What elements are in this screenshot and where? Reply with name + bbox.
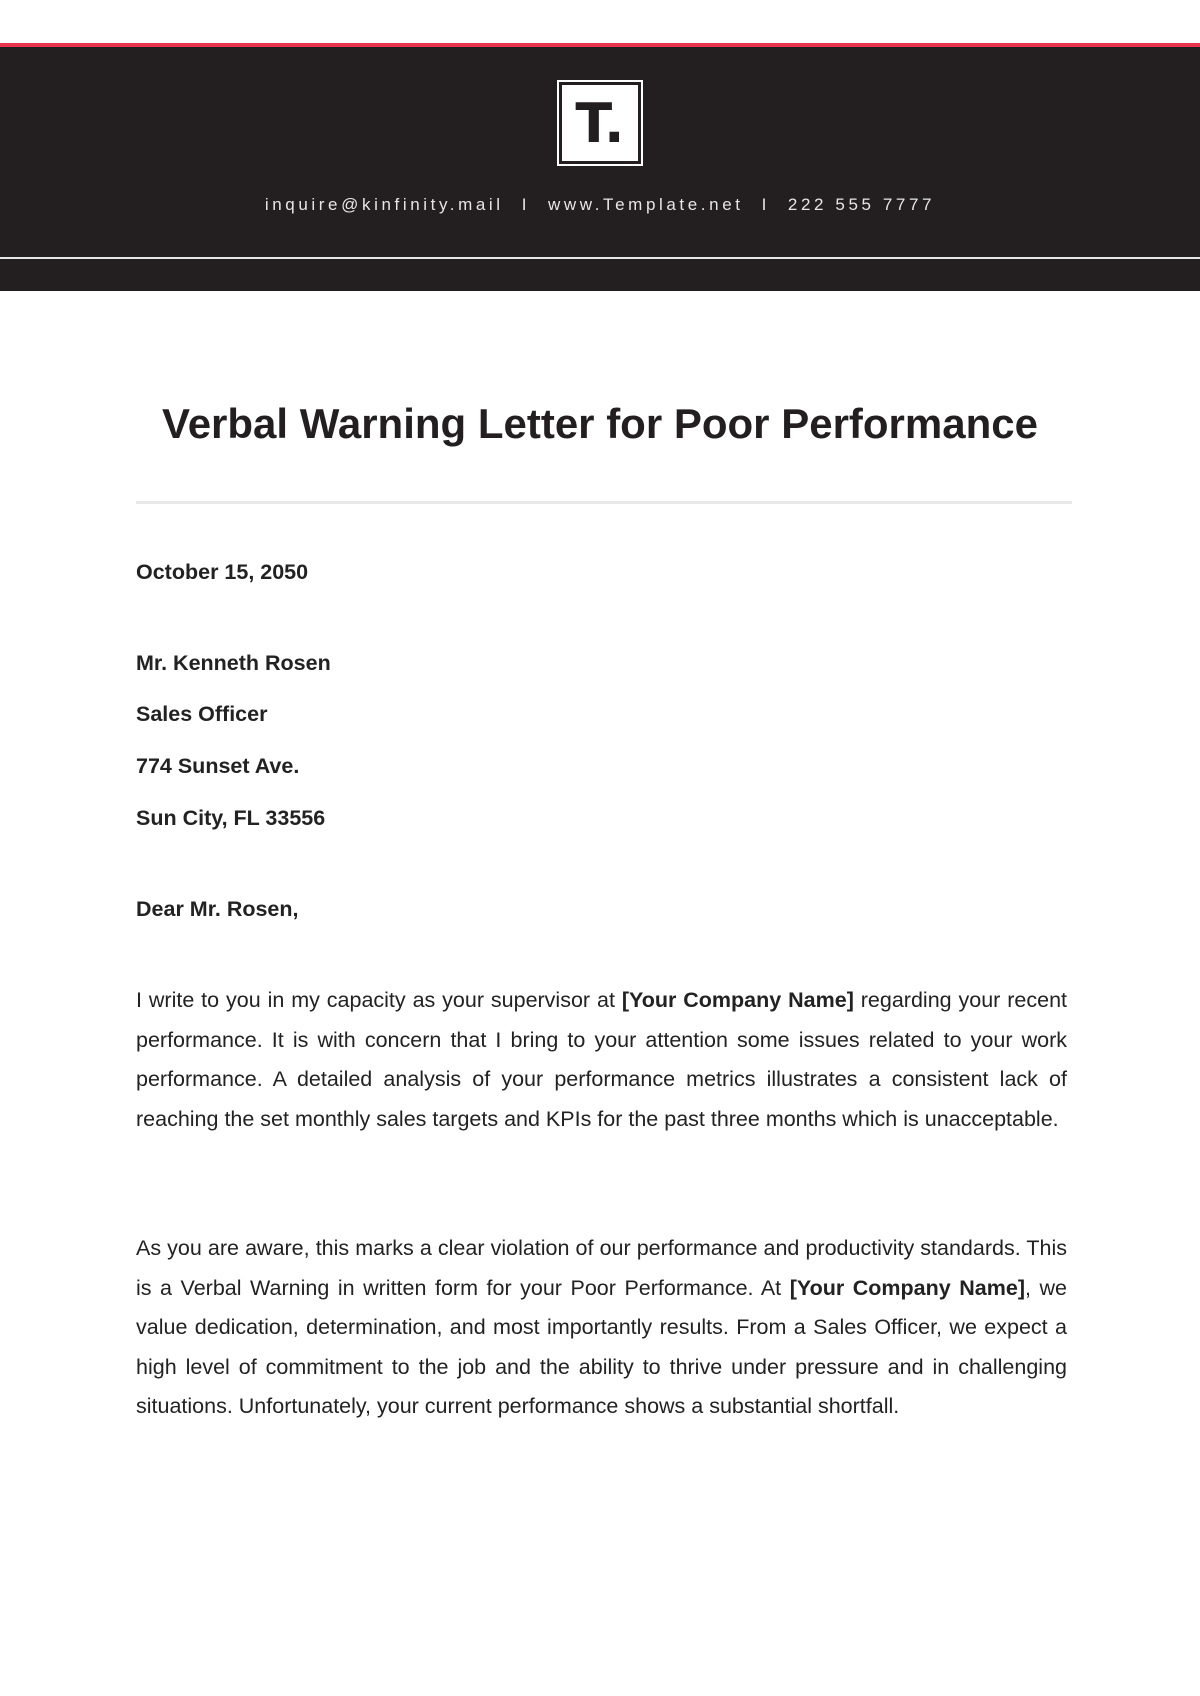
logo-letter: T. (562, 85, 638, 161)
company-logo (557, 80, 643, 166)
recipient-position: Sales Officer (136, 702, 268, 726)
text: , we value dedication, determination, and most importantly results. From a Sales Officer, we expect a high level of commitment to the job and the ability to thrive under pressure and in challenging situations. Unfortunately, your current performance shows a substantial shortfall. (136, 1275, 1067, 1418)
separator: I (761, 195, 770, 214)
contact-email: inquire@kinfinity.mail (264, 195, 504, 214)
company-placeholder: [Your Company Name] (621, 988, 854, 1012)
contact-line (0, 195, 1200, 215)
separator: I (521, 195, 531, 214)
salutation: Dear Mr. Rosen, (136, 897, 299, 921)
title-divider (136, 501, 1072, 504)
text: As you are aware, this marks a clear violation of our performance and productivity standards. This is a Verbal Warning in written form for your Poor Performance. At (136, 1236, 1067, 1300)
recipient-street: 774 Sunset Ave. (136, 754, 300, 778)
letter-date: October 15, 2050 (136, 560, 309, 584)
letterhead-band (0, 43, 1200, 291)
company-placeholder: [Your Company Name] (789, 1275, 1025, 1300)
contact-phone: 222 555 7777 (787, 195, 936, 214)
recipient-name: Mr. Kenneth Rosen (136, 651, 331, 675)
contact-website: www.Template.net (548, 195, 744, 214)
text: I write to you in my capacity as your supervisor at (136, 988, 622, 1012)
text: regarding your recent performance. It is with concern that I bring to your attention some issues related to your work performance. A detailed analysis of your performance metrics illustrates a consistent lack of reaching the set monthly sales targets and KPIs for the past three months which is unacceptable. (136, 988, 1067, 1131)
document-title: Verbal Warning Letter for Poor Performance (162, 400, 1038, 447)
header-rule (0, 257, 1200, 259)
paragraph-1 (136, 981, 1067, 1139)
recipient-city: Sun City, FL 33556 (136, 806, 326, 830)
paragraph-2 (136, 1229, 1067, 1427)
